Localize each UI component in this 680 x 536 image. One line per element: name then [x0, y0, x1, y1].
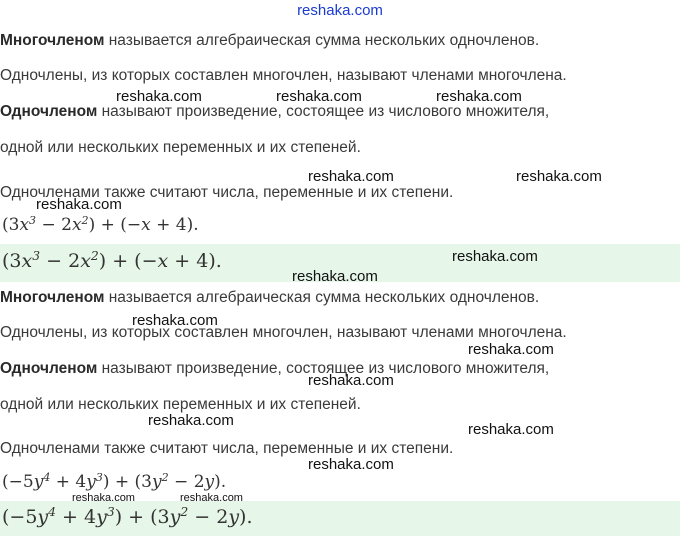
expression-1: $(3x^3 - 2x^2) + (-x + 4)$.	[2, 213, 199, 235]
watermark: reshaka.com	[148, 412, 234, 429]
polynomial-definition-text: называется алгебраическая сумма нескольких одночленов.	[104, 289, 540, 306]
monomial-term: Одночленом	[0, 360, 98, 377]
polynomial-definition-text: называется алгебраическая сумма нескольких одночленов.	[104, 32, 540, 49]
watermark: reshaka.com	[308, 372, 394, 389]
monomial-definition-text: называют произведение, состоящее из числового множителя,	[97, 103, 550, 120]
watermark: reshaka.com	[468, 341, 554, 358]
monomial-term: Одночленом	[0, 103, 98, 120]
monomial-definition-continued: одной или нескольких переменных и их степеней.	[0, 396, 361, 413]
monomial-definition-continued: одной или нескольких переменных и их степеней.	[0, 139, 361, 156]
expression-1-answer: $(3x^3 - 2x^2) + (-x + 4)$.	[2, 249, 222, 272]
expression-2: $(-5y^4 + 4y^3) + (3y^2 - 2y)$.	[2, 470, 227, 492]
watermark: reshaka.com	[468, 421, 554, 438]
watermark: reshaka.com	[276, 88, 362, 105]
polynomial-definition	[0, 32, 539, 50]
watermark: reshaka.com	[452, 248, 538, 265]
watermark: reshaka.com	[516, 168, 602, 185]
watermark: reshaka.com	[116, 88, 202, 105]
monomial-also-text: Одночленами также считают числа, переменные и их степени.	[0, 440, 454, 457]
monomial-also-text: Одночленами также считают числа, переменные и их степени.	[0, 184, 454, 201]
watermark: reshaka.com	[36, 196, 122, 213]
watermark: reshaka.com	[180, 492, 243, 504]
watermark: reshaka.com	[308, 456, 394, 473]
polynomial-members-text: Одночлены, из которых составлен многочлен, называют членами многочлена.	[0, 67, 567, 84]
polynomial-term: Многочленом	[0, 32, 105, 49]
watermark: reshaka.com	[72, 492, 135, 504]
monomial-definition	[0, 360, 549, 378]
watermark: reshaka.com	[292, 268, 378, 285]
polynomial-definition	[0, 289, 539, 307]
watermark: reshaka.com	[132, 312, 218, 329]
monomial-definition-text: называют произведение, состоящее из числового множителя,	[97, 360, 550, 377]
watermark: reshaka.com	[436, 88, 522, 105]
polynomial-members-text: Одночлены, из которых составлен многочлен, называют членами многочлена.	[0, 324, 567, 341]
site-header-link[interactable]: reshaka.com	[297, 2, 383, 19]
watermark: reshaka.com	[308, 168, 394, 185]
monomial-definition	[0, 103, 549, 121]
polynomial-term: Многочленом	[0, 289, 105, 306]
expression-2-answer: $(-5y^4 + 4y^3) + (3y^2 - 2y)$.	[2, 505, 253, 528]
